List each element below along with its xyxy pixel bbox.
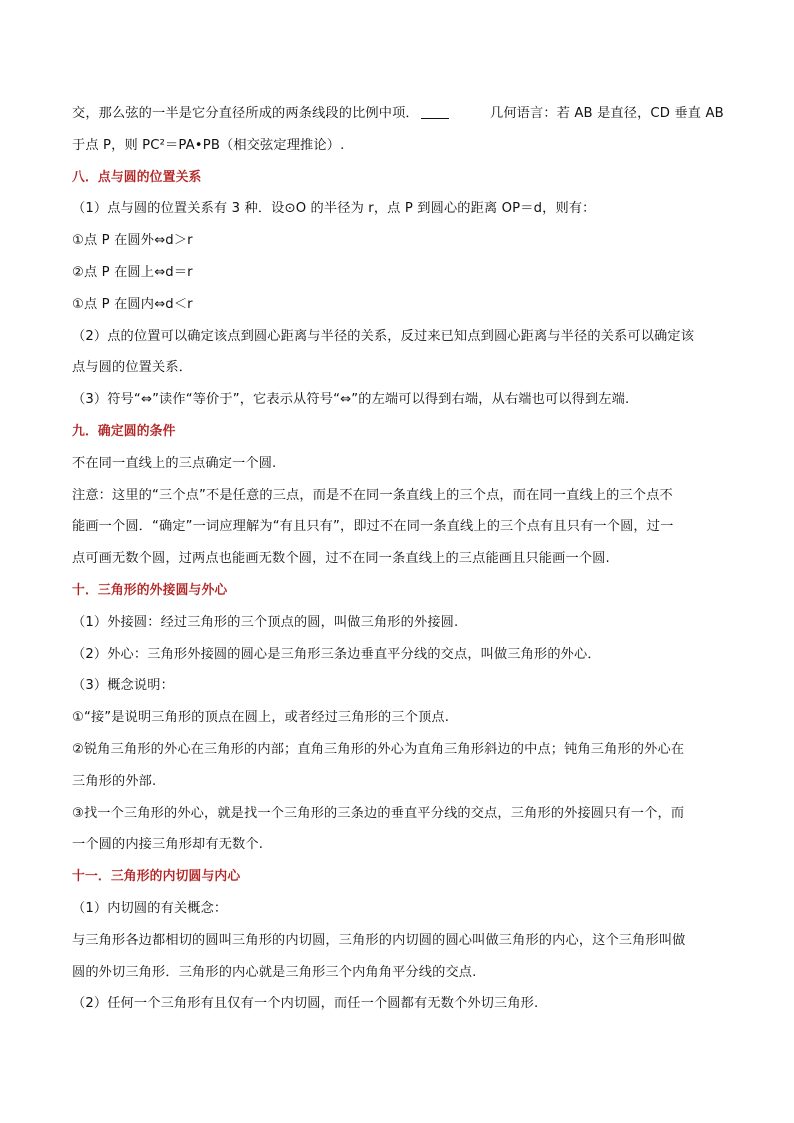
paragraph-line: （2）外心：三角形外接圆的圆心是三角形三条边垂直平分线的交点，叫做三角形的外心．: [72, 646, 601, 662]
paragraph-line: （1）点与圆的位置关系有 3 种．设⊙O 的半径为 r，点 P 到圆心的距离 OP＝d，则有：: [72, 201, 596, 217]
paragraph-line: 不在同一直线上的三点确定一个圆.: [72, 455, 277, 471]
list-item: ②锐角三角形的外心在三角形的内部；直角三角形的外心为直角三角形斜边的中点；钝角三角形的外心在: [72, 741, 685, 757]
paragraph-line: 注意：这里的“三个点”不是任意的三点，而是不在同一条直线上的三个点，而在同一直线上的三个点不: [72, 487, 673, 503]
paragraph-line: （1）内切圆的有关概念：: [72, 900, 228, 916]
paragraph-line: （1）外接圆：经过三角形的三个顶点的圆，叫做三角形的外接圆.: [72, 614, 459, 630]
list-item: ③找一个三角形的外心，就是找一个三角形的三条边的垂直平分线的交点，三角形的外接圆只有一个，而: [72, 805, 685, 821]
paragraph-line: 于点 P，则 PC²＝PA•PB（相交弦定理推论）.: [72, 137, 345, 153]
paragraph-line: 圆的外切三角形．三角形的内心就是三角形三个内角角平分线的交点.: [72, 964, 477, 980]
section-heading-11: 十一．三角形的内切圆与内心: [72, 869, 241, 885]
answer-blank: [421, 100, 449, 119]
paragraph-line: （2）点的位置可以确定该点到圆心距离与半径的关系，反过来已知点到圆心距离与半径的关系可以确定该: [72, 328, 695, 344]
section-heading-8: 八．点与圆的位置关系: [72, 169, 202, 185]
document-page: [72, 98, 724, 1020]
paragraph-line: 与三角形各边都相切的圆叫三角形的内切圆，三角形的内切圆的圆心叫做三角形的内心，这个三角形叫做: [72, 932, 686, 948]
text-right: 几何语言：若 AB 是直径，CD 垂直 AB: [490, 106, 724, 121]
paragraph-line: （3）符号“⇔”读作“等价于”，它表示从符号“⇔”的左端可以得到右端，从右端也可以得到左端.: [72, 392, 630, 408]
paragraph-line: 点可画无数个圆，过两点也能画无数个圆，过不在同一条直线上的三点能画且只能画一个圆.: [72, 551, 610, 567]
text-left: 交，那么弦的一半是它分直径所成的两条线段的比例中项．: [72, 106, 419, 121]
paragraph-line: 三角形的外部.: [72, 773, 157, 789]
paragraph-line: （2）任何一个三角形有且仅有一个内切圆，而任一个圆都有无数个外切三角形.: [72, 996, 539, 1012]
list-item: ①点 P 在圆外⇔d＞r: [72, 233, 193, 249]
list-item: ①点 P 在圆内⇔d＜r: [72, 296, 193, 312]
paragraph-line: （3）概念说明：: [72, 678, 174, 694]
paragraph-line: 一个圆的内接三角形却有无数个.: [72, 837, 264, 853]
section-heading-10: 十．三角形的外接圆与外心: [72, 582, 228, 598]
paragraph-line: 点与圆的位置关系．: [72, 360, 193, 376]
section-heading-9: 九．确定圆的条件: [72, 423, 176, 439]
list-item: ②点 P 在圆上⇔d＝r: [72, 264, 193, 280]
paragraph-line: [72, 98, 724, 130]
paragraph-line: 能画一个圆．“确定”一词应理解为“有且只有”，即过不在同一条直线上的三个点有且只有一个圆，过一: [72, 519, 674, 535]
list-item: ①“接”是说明三角形的顶点在圆上，或者经过三角形的三个顶点.: [72, 710, 450, 726]
